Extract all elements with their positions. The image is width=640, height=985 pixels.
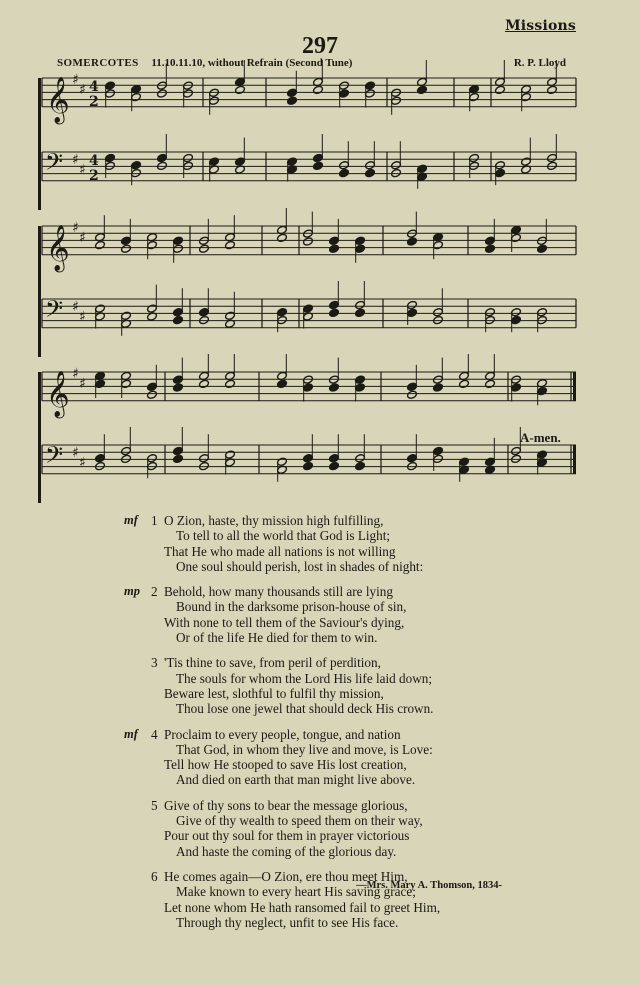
- verses: [0, 513, 640, 940]
- key-sharp: ♯: [72, 220, 79, 236]
- treble-clef: 𝄞: [46, 370, 70, 417]
- hymn-number: 297: [302, 33, 338, 59]
- key-sharp: ♯: [79, 376, 86, 392]
- lyric-text: Thou lose one jewel that should deck His crown.: [176, 701, 434, 717]
- verse-6: [0, 869, 640, 930]
- verse-line: [0, 599, 640, 614]
- verse-line: [0, 772, 640, 787]
- notehead: [173, 454, 184, 463]
- notehead: [537, 244, 548, 253]
- notehead: [433, 383, 444, 392]
- lyric-text: Pour out thy soul for them in prayer victorious: [164, 828, 410, 844]
- verse-line: [0, 915, 640, 930]
- verse-line: [0, 584, 640, 599]
- lyric-text: With none to tell them of the Saviour's dying,: [164, 614, 405, 630]
- notehead: [329, 461, 340, 470]
- verse-number: 4: [151, 726, 158, 742]
- lyric-text: The souls for whom the Lord His life laid down;: [176, 670, 433, 686]
- lyric-text: And died on earth that man might live above.: [176, 772, 416, 788]
- notehead: [303, 461, 314, 470]
- notehead: [329, 244, 340, 253]
- notehead: [407, 237, 418, 246]
- time-signature-top: 4: [89, 153, 99, 169]
- notehead: [313, 85, 324, 94]
- key-sharp: ♯: [72, 299, 79, 315]
- notehead: [495, 85, 506, 94]
- lyric-text: 'Tis thine to save, from peril of perdition,: [164, 655, 381, 671]
- notehead: [173, 315, 184, 324]
- system-bracket: [38, 78, 41, 210]
- notehead: [235, 85, 246, 94]
- time-signature-top: 4: [89, 79, 99, 95]
- bass-clef: 𝄢: [45, 441, 64, 474]
- notehead: [313, 161, 324, 170]
- notehead: [157, 89, 168, 98]
- verse-line: [0, 742, 640, 757]
- lyric-text: Or of the life He died for them to win.: [176, 630, 378, 646]
- notehead: [547, 85, 558, 94]
- bass-clef: 𝄢: [45, 295, 64, 328]
- verse-line: [0, 884, 640, 899]
- notehead: [225, 379, 236, 388]
- key-sharp: ♯: [72, 152, 79, 168]
- notehead: [303, 237, 314, 246]
- lyric-text: Let none whom He hath ransomed fail to greet Him,: [164, 899, 441, 915]
- amen-label: A-men.: [520, 430, 561, 445]
- key-sharp: ♯: [72, 366, 79, 382]
- notehead: [121, 244, 132, 253]
- verse-line: [0, 869, 640, 884]
- verse-number: 6: [151, 868, 158, 884]
- verse-line: [0, 701, 640, 716]
- verse-line: [0, 559, 640, 574]
- notehead: [407, 390, 418, 399]
- verse-line: [0, 528, 640, 543]
- lyric-text: One soul should perish, lost in shades of night:: [176, 558, 424, 574]
- notehead: [339, 168, 350, 177]
- verse-line: [0, 813, 640, 828]
- notehead: [417, 85, 428, 94]
- notehead: [277, 233, 288, 242]
- verse-line: [0, 844, 640, 859]
- verse-1: [0, 513, 640, 574]
- key-sharp: ♯: [79, 309, 86, 325]
- bass-clef: 𝄢: [45, 148, 64, 181]
- verse-line: [0, 513, 640, 528]
- notehead: [277, 379, 288, 388]
- verse-number: 3: [151, 655, 158, 671]
- lyric-text: And haste the coming of the glorious day.: [176, 843, 397, 859]
- lyric-text: Bound in the darksome prison-house of sin,: [176, 599, 407, 615]
- treble-clef: 𝄞: [46, 224, 70, 271]
- verse-line: [0, 828, 640, 843]
- notehead: [485, 379, 496, 388]
- lyric-text: O Zion, haste, thy mission high fulfilling,: [164, 513, 384, 528]
- lyric-text: He comes again—O Zion, ere thou meet Him,: [164, 868, 408, 884]
- notehead: [225, 240, 236, 249]
- composer: R. P. Lloyd: [513, 57, 566, 69]
- key-sharp: ♯: [79, 82, 86, 98]
- verse-line: [0, 630, 640, 645]
- notehead: [199, 379, 210, 388]
- verse-line: [0, 900, 640, 915]
- lyric-text: To tell to all the world that God is Light;: [176, 528, 391, 544]
- key-sharp: ♯: [79, 230, 86, 246]
- tune-name: SOMERCOTES: [57, 57, 139, 69]
- system-bracket: [38, 372, 41, 503]
- meter: 11.10.11.10, without Refrain (Second Tune): [151, 57, 353, 69]
- verse-line: [0, 798, 640, 813]
- final-barline: [573, 372, 576, 401]
- verse-line: [0, 686, 640, 701]
- verse-2: [0, 584, 640, 645]
- treble-clef: 𝄞: [46, 76, 70, 123]
- key-sharp: ♯: [72, 445, 79, 461]
- section-title: Missions: [505, 18, 576, 34]
- notehead: [365, 168, 376, 177]
- lyric-text: Behold, how many thousands still are lying: [164, 584, 393, 600]
- verse-line: [0, 757, 640, 772]
- time-signature-bottom: 2: [89, 94, 99, 110]
- verse-line: [0, 671, 640, 686]
- verse-line: [0, 544, 640, 559]
- lyric-text: Tell how He stooped to save His lost creation,: [164, 757, 407, 773]
- key-sharp: ♯: [79, 455, 86, 471]
- notehead: [95, 240, 106, 249]
- notehead: [173, 383, 184, 392]
- verse-5: [0, 798, 640, 859]
- verse-4: [0, 727, 640, 788]
- notehead: [485, 244, 496, 253]
- dynamic-marking: mp: [124, 584, 140, 599]
- key-sharp: ♯: [79, 162, 86, 178]
- verse-number: 2: [151, 584, 158, 600]
- final-barline: [573, 445, 576, 474]
- notehead: [287, 96, 298, 105]
- system-bracket: [38, 226, 41, 357]
- dynamic-marking: mf: [124, 513, 138, 527]
- notehead: [355, 461, 366, 470]
- verse-number: 1: [151, 513, 158, 528]
- verse-line: [0, 655, 640, 670]
- notehead: [355, 308, 366, 317]
- lyric-text: Give of thy wealth to speed them on their way,: [176, 813, 423, 829]
- lyric-text: That God, in whom they live and move, is Love:: [176, 741, 433, 757]
- verse-line: [0, 727, 640, 742]
- time-signature-bottom: 2: [89, 168, 99, 184]
- dynamic-marking: mf: [124, 726, 138, 741]
- notehead: [329, 383, 340, 392]
- lyric-text: Beware lest, slothful to fulfil thy mission,: [164, 685, 384, 701]
- attribution: —Mrs. Mary A. Thomson, 1834-: [356, 880, 502, 891]
- lyric-text: Through thy neglect, unfit to see His face.: [176, 914, 399, 930]
- notehead: [329, 308, 340, 317]
- lyric-text: Give of thy sons to bear the message glorious,: [164, 797, 408, 813]
- notehead: [147, 390, 158, 399]
- notehead: [459, 379, 470, 388]
- notehead: [199, 244, 210, 253]
- verse-line: [0, 615, 640, 630]
- lyric-text: Proclaim to every people, tongue, and nation: [164, 726, 401, 742]
- lyric-text: Make known to every heart His saving grace;: [176, 884, 416, 900]
- key-sharp: ♯: [72, 72, 79, 88]
- verse-3: [0, 655, 640, 716]
- lyric-text: That He who made all nations is not willing: [164, 543, 396, 559]
- verse-number: 5: [151, 797, 158, 813]
